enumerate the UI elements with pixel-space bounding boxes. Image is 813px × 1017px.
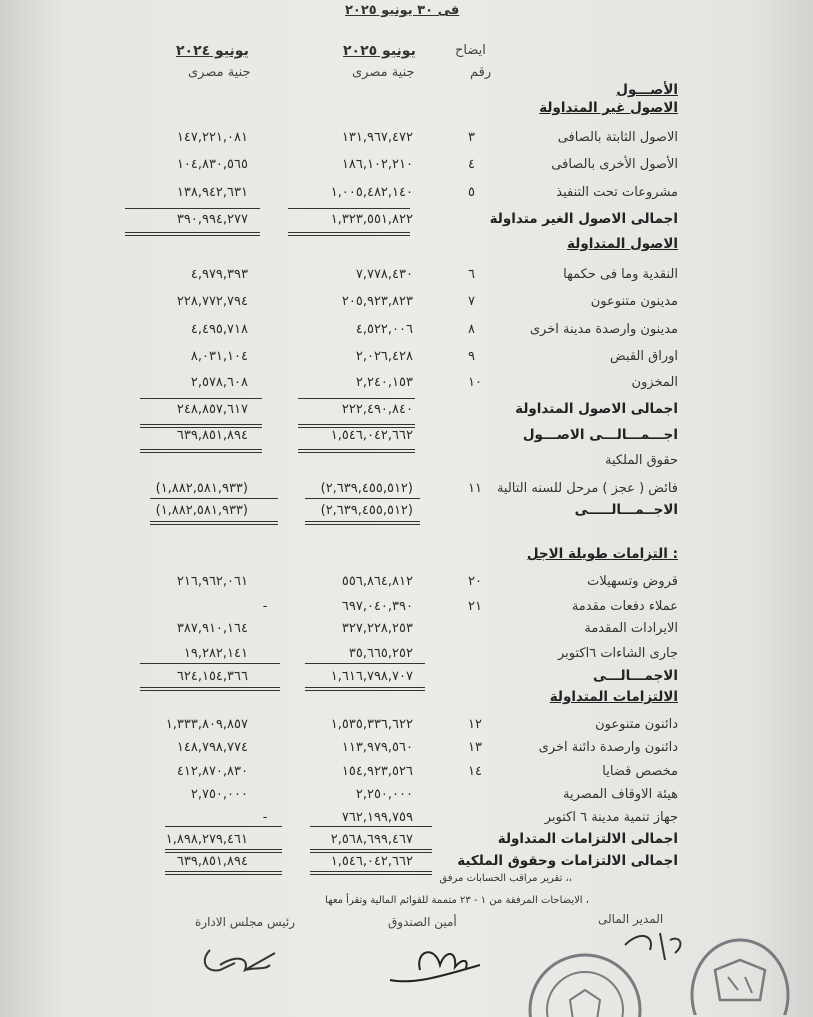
row-label: الأصول الأخرى بالصافى xyxy=(551,157,678,172)
total-double-rule xyxy=(298,424,415,428)
row-label: قروض وتسهيلات xyxy=(587,574,678,589)
col-2025-currency: جنية مصرى xyxy=(352,65,415,80)
row-value-2024: ٣٨٧,٩١٠,١٦٤ xyxy=(176,621,248,636)
row-value-2025: ١١٣,٩٧٩,٥٦٠ xyxy=(341,740,413,755)
total-double-rule xyxy=(125,232,260,236)
row-value-2025: ٣٥,٦٦٥,٢٥٢ xyxy=(348,646,413,661)
row-value-2025: ١٥٤,٩٢٣,٥٢٦ xyxy=(341,764,413,779)
row-note-number: ١٢ xyxy=(468,717,482,732)
row-label: الاجــمـــالـــــى xyxy=(574,502,678,518)
subtotal-rule xyxy=(140,663,280,664)
row-label: جارى الشاءات ٦اكتوبر xyxy=(557,646,678,661)
row-value-2025: ١,٣٢٣,٥٥١,٨٢٢ xyxy=(330,212,413,227)
signature-finance-manager-label: المدير المالى xyxy=(598,912,664,926)
row-value-2025: ١,٥٤٦,٠٤٢,٦٦٢ xyxy=(330,428,413,443)
row-label: اجمالى الاصول المتداولة xyxy=(515,401,678,417)
col-2024-header: يونيو ٢٠٢٤ xyxy=(176,43,249,59)
row-label: عملاء دفعات مقدمة xyxy=(571,599,678,614)
row-value-2024: ٤١٢,٨٧٠,٨٣٠ xyxy=(176,764,248,779)
row-value-2024: ١٠٤,٨٣٠,٥٦٥ xyxy=(176,157,248,172)
subtotal-rule xyxy=(288,208,410,209)
club-stamp-icon xyxy=(525,950,645,1017)
row-label: هيئة الاوقاف المصرية xyxy=(562,787,678,802)
row-label: الايرادات المقدمة xyxy=(584,621,678,636)
row-label: اجمالى الالتزامات وحقوق الملكية xyxy=(457,853,678,869)
row-label: الاصول الثابتة بالصافى xyxy=(557,130,678,145)
row-label: فائض ( عجز ) مرحل للسنه التالية xyxy=(496,481,678,496)
row-value-2024: ١,٨٩٨,٢٧٩,٤٦١ xyxy=(165,832,248,847)
row-label: اوراق القبض xyxy=(610,349,678,364)
subtotal-rule xyxy=(165,826,282,827)
notes-line: الايضاحات المرفقة من ١ - ٢٣ متممة للقوائم المالية وتقرأ معها ، xyxy=(325,895,589,906)
row-label: الأصـــول xyxy=(616,82,678,98)
row-note-number: ٣ xyxy=(468,130,475,145)
row-value-2025: ٢٠٥,٩٢٣,٨٢٣ xyxy=(341,294,413,309)
row-value-2025: ٢,٢٥٠,٠٠٠ xyxy=(355,787,413,802)
subtotal-rule xyxy=(298,398,415,399)
total-double-rule xyxy=(305,521,420,525)
row-value-2025: ٦٩٧,٠٤٠,٣٩٠ xyxy=(341,599,413,614)
row-value-2025: ٢٢٢,٤٩٠,٨٤٠ xyxy=(341,402,413,417)
row-value-2024: ٦٣٩,٨٥١,٨٩٤ xyxy=(176,428,248,443)
row-value-2024: ١٩,٢٨٢,١٤١ xyxy=(183,646,248,661)
row-value-2025: (٢,٦٣٩,٤٥٥,٥١٢) xyxy=(320,503,413,518)
row-note-number: ٢٠ xyxy=(468,574,482,589)
row-value-2025: ٣٢٧,٢٢٨,٢٥٣ xyxy=(341,621,413,636)
row-note-number: ٦ xyxy=(468,267,475,282)
row-value-2024: ٤,٤٩٥,٧١٨ xyxy=(190,322,248,337)
row-value-2024: ٤,٩٧٩,٣٩٣ xyxy=(190,267,248,282)
total-double-rule xyxy=(165,849,282,853)
row-value-2024: ١٤٧,٢٢١,٠٨١ xyxy=(176,130,248,145)
row-label: دائنون وارصدة دائنة اخرى xyxy=(538,740,678,755)
total-double-rule xyxy=(288,232,410,236)
row-value-2025: ١٣١,٩٦٧,٤٧٢ xyxy=(341,130,413,145)
subtotal-rule xyxy=(305,498,420,499)
signature-chairman-label: رئيس مجلس الادارة xyxy=(195,915,296,929)
subtotal-rule xyxy=(125,208,260,209)
row-value-2024: - xyxy=(262,810,268,825)
row-value-2024: ٦٣٩,٨٥١,٨٩٤ xyxy=(176,854,248,869)
row-value-2024: ١٣٨,٩٤٢,٦٣١ xyxy=(176,185,248,200)
row-label: حقوق الملكية xyxy=(604,453,678,468)
row-note-number: ١٤ xyxy=(468,764,482,779)
row-value-2024: ٢,٥٧٨,٦٠٨ xyxy=(190,375,248,390)
row-value-2024: ٢٢٨,٧٧٢,٧٩٤ xyxy=(176,294,248,309)
row-label: مخصص قضايا xyxy=(602,764,678,779)
total-double-rule xyxy=(298,449,415,453)
row-note-number: ٢١ xyxy=(468,599,482,614)
row-note-number: ٥ xyxy=(468,185,475,200)
total-double-rule xyxy=(305,687,425,691)
total-double-rule xyxy=(140,449,262,453)
row-note-number: ١١ xyxy=(468,481,482,496)
total-double-rule xyxy=(310,849,432,853)
col-note-header-2: رقم xyxy=(470,65,492,80)
row-value-2024: ٣٩٠,٩٩٤,٢٧٧ xyxy=(176,212,248,227)
treasurer-signature xyxy=(385,935,495,995)
row-value-2025: (٢,٦٣٩,٤٥٥,٥١٢) xyxy=(320,481,413,496)
row-label: دائنون متنوعون xyxy=(595,717,678,732)
row-value-2025: ١,٠٠٥,٤٨٢,١٤٠ xyxy=(330,185,413,200)
club-logo-stamp-icon xyxy=(690,935,790,1015)
row-value-2025: ١,٥٤٦,٠٤٢,٦٦٢ xyxy=(330,854,413,869)
row-value-2025: ١,٦١٦,٧٩٨,٧٠٧ xyxy=(330,669,413,684)
row-note-number: ٧ xyxy=(468,294,475,309)
col-note-header-1: ايضاح xyxy=(455,43,486,58)
chairman-signature xyxy=(195,935,285,985)
total-double-rule xyxy=(150,521,278,525)
row-value-2024: (١,٨٨٢,٥٨١,٩٣٣) xyxy=(155,503,248,518)
row-label: النقدية وما فى حكمها xyxy=(563,267,678,282)
row-note-number: ٤ xyxy=(468,157,475,172)
row-label: التزامات طويلة الاجل : xyxy=(526,546,678,562)
row-label: جهاز تنمية مدينة ٦ اكتوبر xyxy=(544,810,678,825)
row-value-2024: (١,٨٨٢,٥٨١,٩٣٣) xyxy=(155,481,248,496)
row-value-2024: ٢,٧٥٠,٠٠٠ xyxy=(190,787,248,802)
row-label: الاجمـــالـــى xyxy=(593,668,678,684)
row-value-2025: ١٨٦,١٠٢,٢١٠ xyxy=(341,157,413,172)
row-value-2024: ٢١٦,٩٦٢,٠٦١ xyxy=(176,574,248,589)
row-label: الالتزامات المتداولة xyxy=(549,689,678,705)
row-value-2025: ٢,٢٤٠,١٥٣ xyxy=(355,375,413,390)
row-value-2025: ٥٥٦,٨٦٤,٨١٢ xyxy=(341,574,413,589)
row-value-2024: ١,٣٣٣,٨٠٩,٨٥٧ xyxy=(165,717,248,732)
col-2025-header: يونيو ٢٠٢٥ xyxy=(343,43,416,59)
row-value-2025: ٧٦٢,١٩٩,٧٥٩ xyxy=(341,810,413,825)
auditor-note: تقرير مراقب الحسابات مرفق ،، xyxy=(439,873,572,884)
row-label: اجمالى الاصول الغير متداولة xyxy=(489,211,678,227)
row-note-number: ٩ xyxy=(468,349,475,364)
total-double-rule xyxy=(310,871,432,875)
row-note-number: ١٣ xyxy=(468,740,482,755)
row-value-2025: ٧,٧٧٨,٤٣٠ xyxy=(355,267,413,282)
row-label: اجـــمـــالـــى الاصـــول xyxy=(522,427,678,443)
total-double-rule xyxy=(140,424,262,428)
subtotal-rule xyxy=(140,398,262,399)
row-value-2024: ٦٢٤,١٥٤,٣٦٦ xyxy=(176,669,248,684)
row-value-2025: ١,٥٣٥,٣٣٦,٦٢٢ xyxy=(330,717,413,732)
row-label: مدينون متنوعون xyxy=(590,294,678,309)
row-value-2024: ٨,٠٣١,١٠٤ xyxy=(190,349,248,364)
row-note-number: ٨ xyxy=(468,322,475,337)
row-value-2024: - xyxy=(262,599,268,614)
row-value-2025: ٢,٠٢٦,٤٢٨ xyxy=(355,349,413,364)
row-label: مشروعات تحت التنفيذ xyxy=(556,185,678,200)
signature-treasurer-label: أمين الصندوق xyxy=(388,915,457,929)
total-double-rule xyxy=(140,687,280,691)
row-label: مدينون وارصدة مدينة اخرى xyxy=(529,322,678,337)
row-note-number: ١٠ xyxy=(468,375,482,390)
row-label: اجمالى الالتزامات المتداولة xyxy=(497,831,678,847)
row-label: المخزون xyxy=(631,375,678,390)
total-double-rule xyxy=(165,871,282,875)
subtotal-rule xyxy=(305,663,425,664)
row-label: الاصول المتداولة xyxy=(567,236,678,252)
row-value-2024: ١٤٨,٧٩٨,٧٧٤ xyxy=(176,740,248,755)
col-2024-currency: جنية مصرى xyxy=(188,65,251,80)
row-value-2025: ٢,٥٦٨,٦٩٩,٤٦٧ xyxy=(330,832,413,847)
date-line: فى ٣٠ يونيو ٢٠٢٥ xyxy=(345,3,460,18)
row-label: الاصول غير المتداولة xyxy=(539,100,678,116)
row-value-2025: ٤,٥٢٢,٠٠٦ xyxy=(355,322,413,337)
subtotal-rule xyxy=(150,498,278,499)
row-value-2024: ٢٤٨,٨٥٧,٦١٧ xyxy=(176,402,248,417)
subtotal-rule xyxy=(310,826,432,827)
